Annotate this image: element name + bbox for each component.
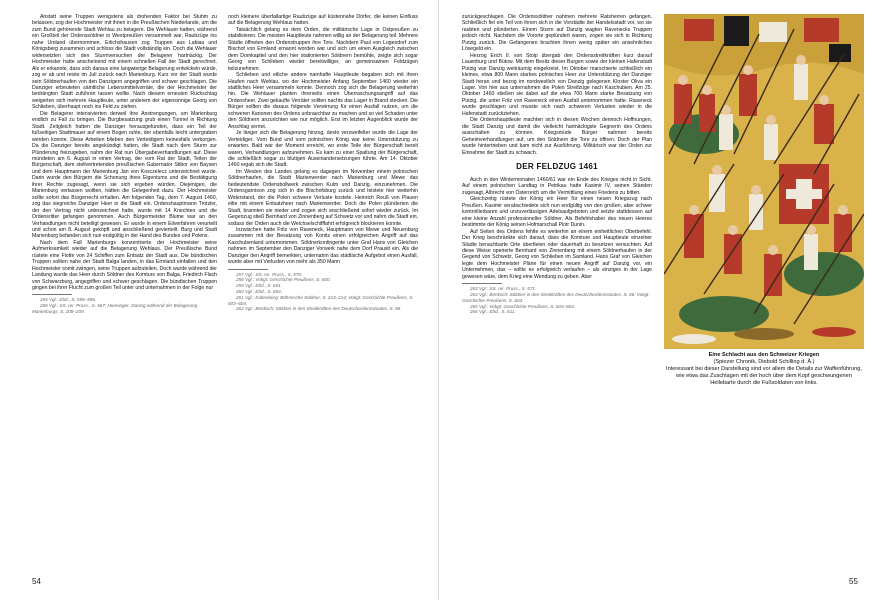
footnote: 257 Vgl.: SS. rer. Pruss., S. 570. xyxy=(236,271,303,277)
paragraph: Im Westen des Landes gelang es dagegen im November einem polnischen Söldnerhaufen, die Stadt Marienwerder nach Marienburg und Mewe das bedeutendste Ordensbollwerk zwischen Kulm und Danzig, einzunehmen. Die Ordensgarnison zog sich in die Bischofsburg zurück und leistete hier weiterhin Widerstand, der die Polen schwere Verluste kostete. Heinrich Reuß von Plauen eilte mit einem Entsatzheer nach Marienwerder. Doch die Polen plünderten die Stadt, brannten sie nieder und zogen sich anschließend sofort wieder zurück. Im Gegenzug stieß Bernhard von Zinnenberg auf Schwetz vor und nahm die Stadt ein, sodass der Orden auch die Weichselschifffahrt erfolgreich blockieren konnte. xyxy=(228,168,418,227)
paragraph: Gleichzeitig rüstete der König ein Heer für einen neuen Kriegszug nach Preußen. Kasimir verabschiedete sich nun endgültig von den großen, aber schwer kontrollierbaren und unzuverlässigen Adelsaufgeboten und setzte stattdessen auf eine kleine Anzahl professioneller Söldner. Als Befehlshaber des neuen Heeres bestimmte der König seinen Hofmarschall Piotr Dunin. xyxy=(462,196,652,229)
caption-source: (Spiezer Chronik, Diebold Schilling d. Ä.) xyxy=(713,359,815,365)
paragraph: Die Belagerer intensivierten derweil ihre Anstrengungen, um Marienburg endlich zu Fall zu bringen. Die Burgbesatzung grub einen Tunnel in Richtung Stadt. Zeitgleich hatten die Danziger herausgefunden, dass ein Teil der fußseitigen Stadtmauer auf einem Bogen ruhte, der ebenfalls leicht untergraben werden konnte. Diese Arbeiten blieben den Verteidigern keinesfalls verborgen. Da die Danziger bereits angekündigt hatten, die Stadt nach dem Sturm zur Plünderung freizugeben, nahm der Rat nun Übergabeverhandlungen auf. Diese mündeten am 6. August in einen Vertrag, der vom Rat der Stadt, Teilen der Bürgerschaft, dem stellvertretenden preußischen Gubernator Stibor von Baysen und dem Hauptmann der Marienburg Jan von Kosczelecz unterzeichnet wurde. Darin wurde den Bürgern die Schonung ihres Eigentums und die Bestätigung ihrer Rechte zugesagt, wenn sie sich ergeben würden. Diejenigen, die Marienburg verlassen wollten, hätten die Gelegenheit dazu. Der Hochmeister sollte sofort das Bürgerrecht erhalten. Am folgenden Tag, dem 7. August 1460, zog das siegreiche Danziger Heer in die Stadt ein. Ordenshauptmann Trotzler, der den Vertrag nicht unterzeichnet hatte, wurde mit 14 Knechten und die Ordensritter gefangen genommen. Auch Bürgermeister Blume war an den Verhandlungen nicht beteiligt gewesen. Er wurde in einem Eilverfahren verurteilt und schon am 8. August geköpft und anschließend gevierteilt. Burg und Stadt Marienburg befanden sich nun endgültig in der Hand des Bundes und Polens. xyxy=(32,110,217,240)
paragraph: Schlieben und etliche andere namhafte Hauptleute begaben sich mit ihren Haufen nach Wehlau, wo der Hochmeister Anfang September 1460 wieder ein stattliches Heer versammeln konnte. Dennoch zog sich die Belagerung weiterhin hin. Die Wehlauer planten ihrerseits einen Überraschungsangriff auf das Ordensheer. Zwei gekaufte Verräter sollten nachts das Lager in Brand stecken. Die Bürger sollten die daraus folgende Verwirrung für einen Ausfall nutzen, um die schweren Kanonen des Ordens unbrauchbar zu machen und so viel Schaden unter den Söldnern anzurichten wie nur möglich. Erst im letzten Augenblick wurde der Anschlag verriet. xyxy=(228,72,418,130)
footnote-rule xyxy=(462,283,502,284)
footnote: 255 Vgl.: Ebd., S. 595–596. xyxy=(40,297,97,303)
page-number-left: 54 xyxy=(32,577,41,586)
footnote: 263 Vgl.: SS. rer. Pruss., S. 571. xyxy=(470,286,537,292)
left-page-column-1 xyxy=(32,14,217,315)
paragraph: zurückgeschlagen. Die Ordenssöldner nahmen mehrere Ratsherren gefangen. Schließlich fiel ein Teil von ihnen sich in die Vorstädte der Handelsstadt vor, wo sie raubten und plünderten. Einem Sturm auf Danzig wagten Ravenecks Truppen jedoch nicht. Nachdem die Vororte geplündert waren, zogen sie sich in Richtung Putzig zurück. Die Gefangenen brachten ihnen wenig später ein ansehnliches Lösegeld ein. xyxy=(462,14,652,53)
footnote: 261 Vgl.: Kaltenberg: Böhmische Söldner, S. 213–214; Vokgt: Geschichte Preußens, S. 603–604. xyxy=(228,294,414,306)
footnote: 262 Vgl.: Benksch: Söldner in den Streitkräften des Deutschordensstaates, S. 86. xyxy=(236,306,402,312)
footnote: 256 Vgl.: SS. rer. Pruss., S. 567; Hoeninger: Danzig während der Belagerung Marienburgs, S. 208–209. xyxy=(32,303,198,315)
paragraph: noch kleinere überfallartige Raubzüge auf küstennahe Dörfer, die keinen Einfluss auf die Belagerung Wehlaus hatten. xyxy=(228,14,418,27)
page-number-right: 55 xyxy=(849,577,858,586)
left-page-column-2 xyxy=(228,14,418,312)
caption-title: Eine Schlacht aus den Schweizer Kriegen xyxy=(708,352,820,358)
footnote: 266 Vgl.: Ebd., S. 611. xyxy=(470,309,516,315)
paragraph: Inzwischen hatte Fritz von Raveneck, Hauptmann von Mewe und Neuenburg zusammen mit der Besatzung von Konitz einen erfolgreichen Angriff auf das Kaschubenland unternommen. Söldnerkontingente unter Graf Hans von Gleichen nahmen im September den Danziger Vorwerk nahe dem Dorf Prausit ein. Als die Danziger den Angriff bemerkten, unternahm das städtische Aufgebot einen Ausfall, wurde aber mit Verlusten von mehr als 350 Mann xyxy=(228,226,418,266)
section-heading: DER FELDZUG 1461 xyxy=(516,161,598,171)
page-gutter xyxy=(438,0,439,600)
paragraph: Die Ordenshauptleute machten sich in diesen Wochen dennoch Hoffnungen, die Stadt Danzig und damit die vielleicht hartnäckigste Gegnerin des Ordens ausschalten zu können. Kriegsmüde Bürger nahmen bereits Geheimverhandlungen auf, um den Söldnern die Tore zu öffnen. Doch der Plan wurde hintertrieben und kam nicht zur Ausführung. Militärisch war der Orden zur Einnahme der Stadt zu schwach. xyxy=(462,117,652,156)
footnote: 260 Vgl.: Ebd., S. 603. xyxy=(236,289,282,295)
paragraph: Nach dem Fall Marienburgs konzentrierte der Hochmeister seine Aufmerksamkeit wieder auf die Belagerung Wehlaus. Der Preußische Bund rüstete eine Flotte von 24 Schiffen zum Entsatz der Stadt aus. Die bündischen Truppen sollten nahe der Stadt Balga landen, in das Ermland einfallen und den Hochmeister somit zwingen, seine Truppen aufzuteilen. Doch wurde während der Landung wurde das Heer durch Söldner des Komturs von Balga, Friedrich Flach von Schwarzburg, angegriffen und schwer geschlagen. Die bündischen Truppen gingen bei ihrer Flucht zum großen Teil unter und unternahmen in der Folge nur xyxy=(32,239,217,292)
paragraph: Auf Seiten des Ordens fehlte es weiterhin an einem einheitlichen Oberbefehl. Der Krieg beschränkte sich darauf, dass die Komture und Hauptleute einzelner Städte benachbarte Orte überfielen oder dauerhaft zu besetzen versuchten. Auf diese Weise operierte Bernhard von Zinnenberg mit einem Söldnerhaufen in der Gegend von Schwetz, Georg von Schlieben im Samland. Hans Graf von Gleichen legte dem Hochmeister Pläne für einen neuen Angriff auf Danzig vor, ein Unternehmen, das – sollte es erfolgreich verlaufen – als einziges in der Lage gewesen wäre, dem Krieg eine Wendung zu geben. Aber xyxy=(462,228,652,280)
footnote: 265 Vgl.: Vokgt: Geschichte Preußens, S. 603–604. xyxy=(470,303,576,309)
paragraph: Auch in den Wintermonaten 1460/61 war ein Ende des Krieges nicht in Sicht. Auf einem polnischen Landtag in Petrikau hatte Kasimir IV. seinen Ständen zugesagt, Albrecht von Österreich um die Vermittlung eines Friedens zu bitten. xyxy=(462,176,652,196)
caption-text: Interessant bei dieser Darstellung sind vor allem die Details zur Waffenführung, wie etwa das Zuschlagen mit der hoch über dem Kopf geschwungenen Hellebarte durch die Fußsoldaten von links. xyxy=(666,366,862,386)
paragraph: Tatsächlich gelang es dem Orden, die militärische Lage in Ostpreußen zu stabilisieren. Die meisten Hauptleute nahmen willig an der Belagerung teil. Mehrere Städte öffneten den Ordenstruppen ihre Tore. Nachdem Paul von Logendorf zum Bischof von Ermland ernannt worden war und sich um einen Ausgleich zwischen dem Domkapitel und den hier stationierten Söldnern bemühte, zeigte sich sogar Georg von Schlieben wieder bereitwilliger, an gemeinsamen Feldzügen teilzunehmen. xyxy=(228,26,418,72)
footnote-rule xyxy=(32,294,72,295)
paragraph: Anstatt seine Truppen wenigstens als drohenden Faktor bei Stuhm zu belassen, zog der Hochmeister mit ihnen in die Preußischen Niederlande, um die zum Bund gehörende Stadt Wehlau zu belagern. Die Wehlauer hatten, während ein Großteil der Ordenssöldner in Westpreußen versammelt war, Raubzüge ins nahe Umland übernommen. Erlichshausen zog Truppen aus Labiau und Königsberg zusammen und schloss die Stadt vollständig ein. Doch die Wehlauer widersetzten sich den Sturmversuchen der Belagerer hartnäckig. Der Hochmeister hatte anscheinend mit einem schnellen Fall der Stadt gerechnet. Als er erkannte, dass sich daraus eine langwierige Belagerung entwickeln würde, zog er ab und reiste im Juli zurück nach Marienburg. Kurz vor der Stadt wurde sein Söldnerhaufen von den Danzigern angegriffen und schwer geschlagen. Die Danziger erbeuteten sämtliche Lebensmittelvorräte, die der Hochmeister der bedrängten Stadt zuführen lassen wollte. Nach diesem erneuten Rückschlag weigerten sich mehrere Hauptleute, unter anderem der eigensinnige Georg von Schlieben, überhaupt noch ins Feld zu ziehen. xyxy=(32,14,217,111)
paragraph: Herzog Erich II. von Stolp übergab den Ordensstreitkräften kurz darauf Lauenburg und Bütow. Mit dem Besitz dieser Burgen sowie der kleinen Hafenstadt Putzig war Danzig weiträumig eingekreist. Im Oktober marschierte schließlich ein kleines, etwa 800 Mann starkes polnisches Heer zur Unterstützung der Danziger Stadt heran und bezog im nordwestlich von Danzig gelegenen Kloster Oliva ein Lager. Von hier aus unternahmen die Polen Streifzüge nach Kaschubien. Am 25. Oktober 1460 stießen sie dabei auf die etwa 700 Mann starke Besatzung von Putzig, die unter Fritz von Raveneck einen Ausfall unternommen hatte. Raveneck wurde geschlagen und musste sich nach schweren Verlusten wieder in die Hafenstadt zurückziehen. xyxy=(462,52,652,117)
footnote: 258 Vgl.: Vokgt: Geschichte Preußens, S. 600. xyxy=(236,277,331,283)
paragraph: Je länger sich die Belagerung hinzog, desto verzweifelter wurde die Lage der Verteidiger. Vom Bund und vom polnischen König war keine Unterstützung zu erwarten. Bald war der Moment erreicht, wo erste Teile der Bürgerschaft bereit waren, Verhandlungen aufzunehmen. Es kam zu einer Spaltung der Bürgerschaft, die schließlich sogar zu blutigen Auseinandersetzungen führte. Am 14. Oktober 1460 ergab sich die Stadt. xyxy=(228,130,418,169)
footnote: 259 Vgl.: Ebd., S. 601. xyxy=(236,283,282,289)
footnote-rule xyxy=(228,269,268,270)
battle-illustration xyxy=(664,14,864,349)
right-page-column xyxy=(462,14,652,315)
footnote: 264 Vgl.: Benksch: Söldner in den Streitkräften des Deutschordensstaates, S. 66; Vokgt: Geschichte Preußens, S. 603. xyxy=(462,292,650,303)
battle-painting-image xyxy=(664,14,864,349)
figure-caption xyxy=(664,352,864,387)
